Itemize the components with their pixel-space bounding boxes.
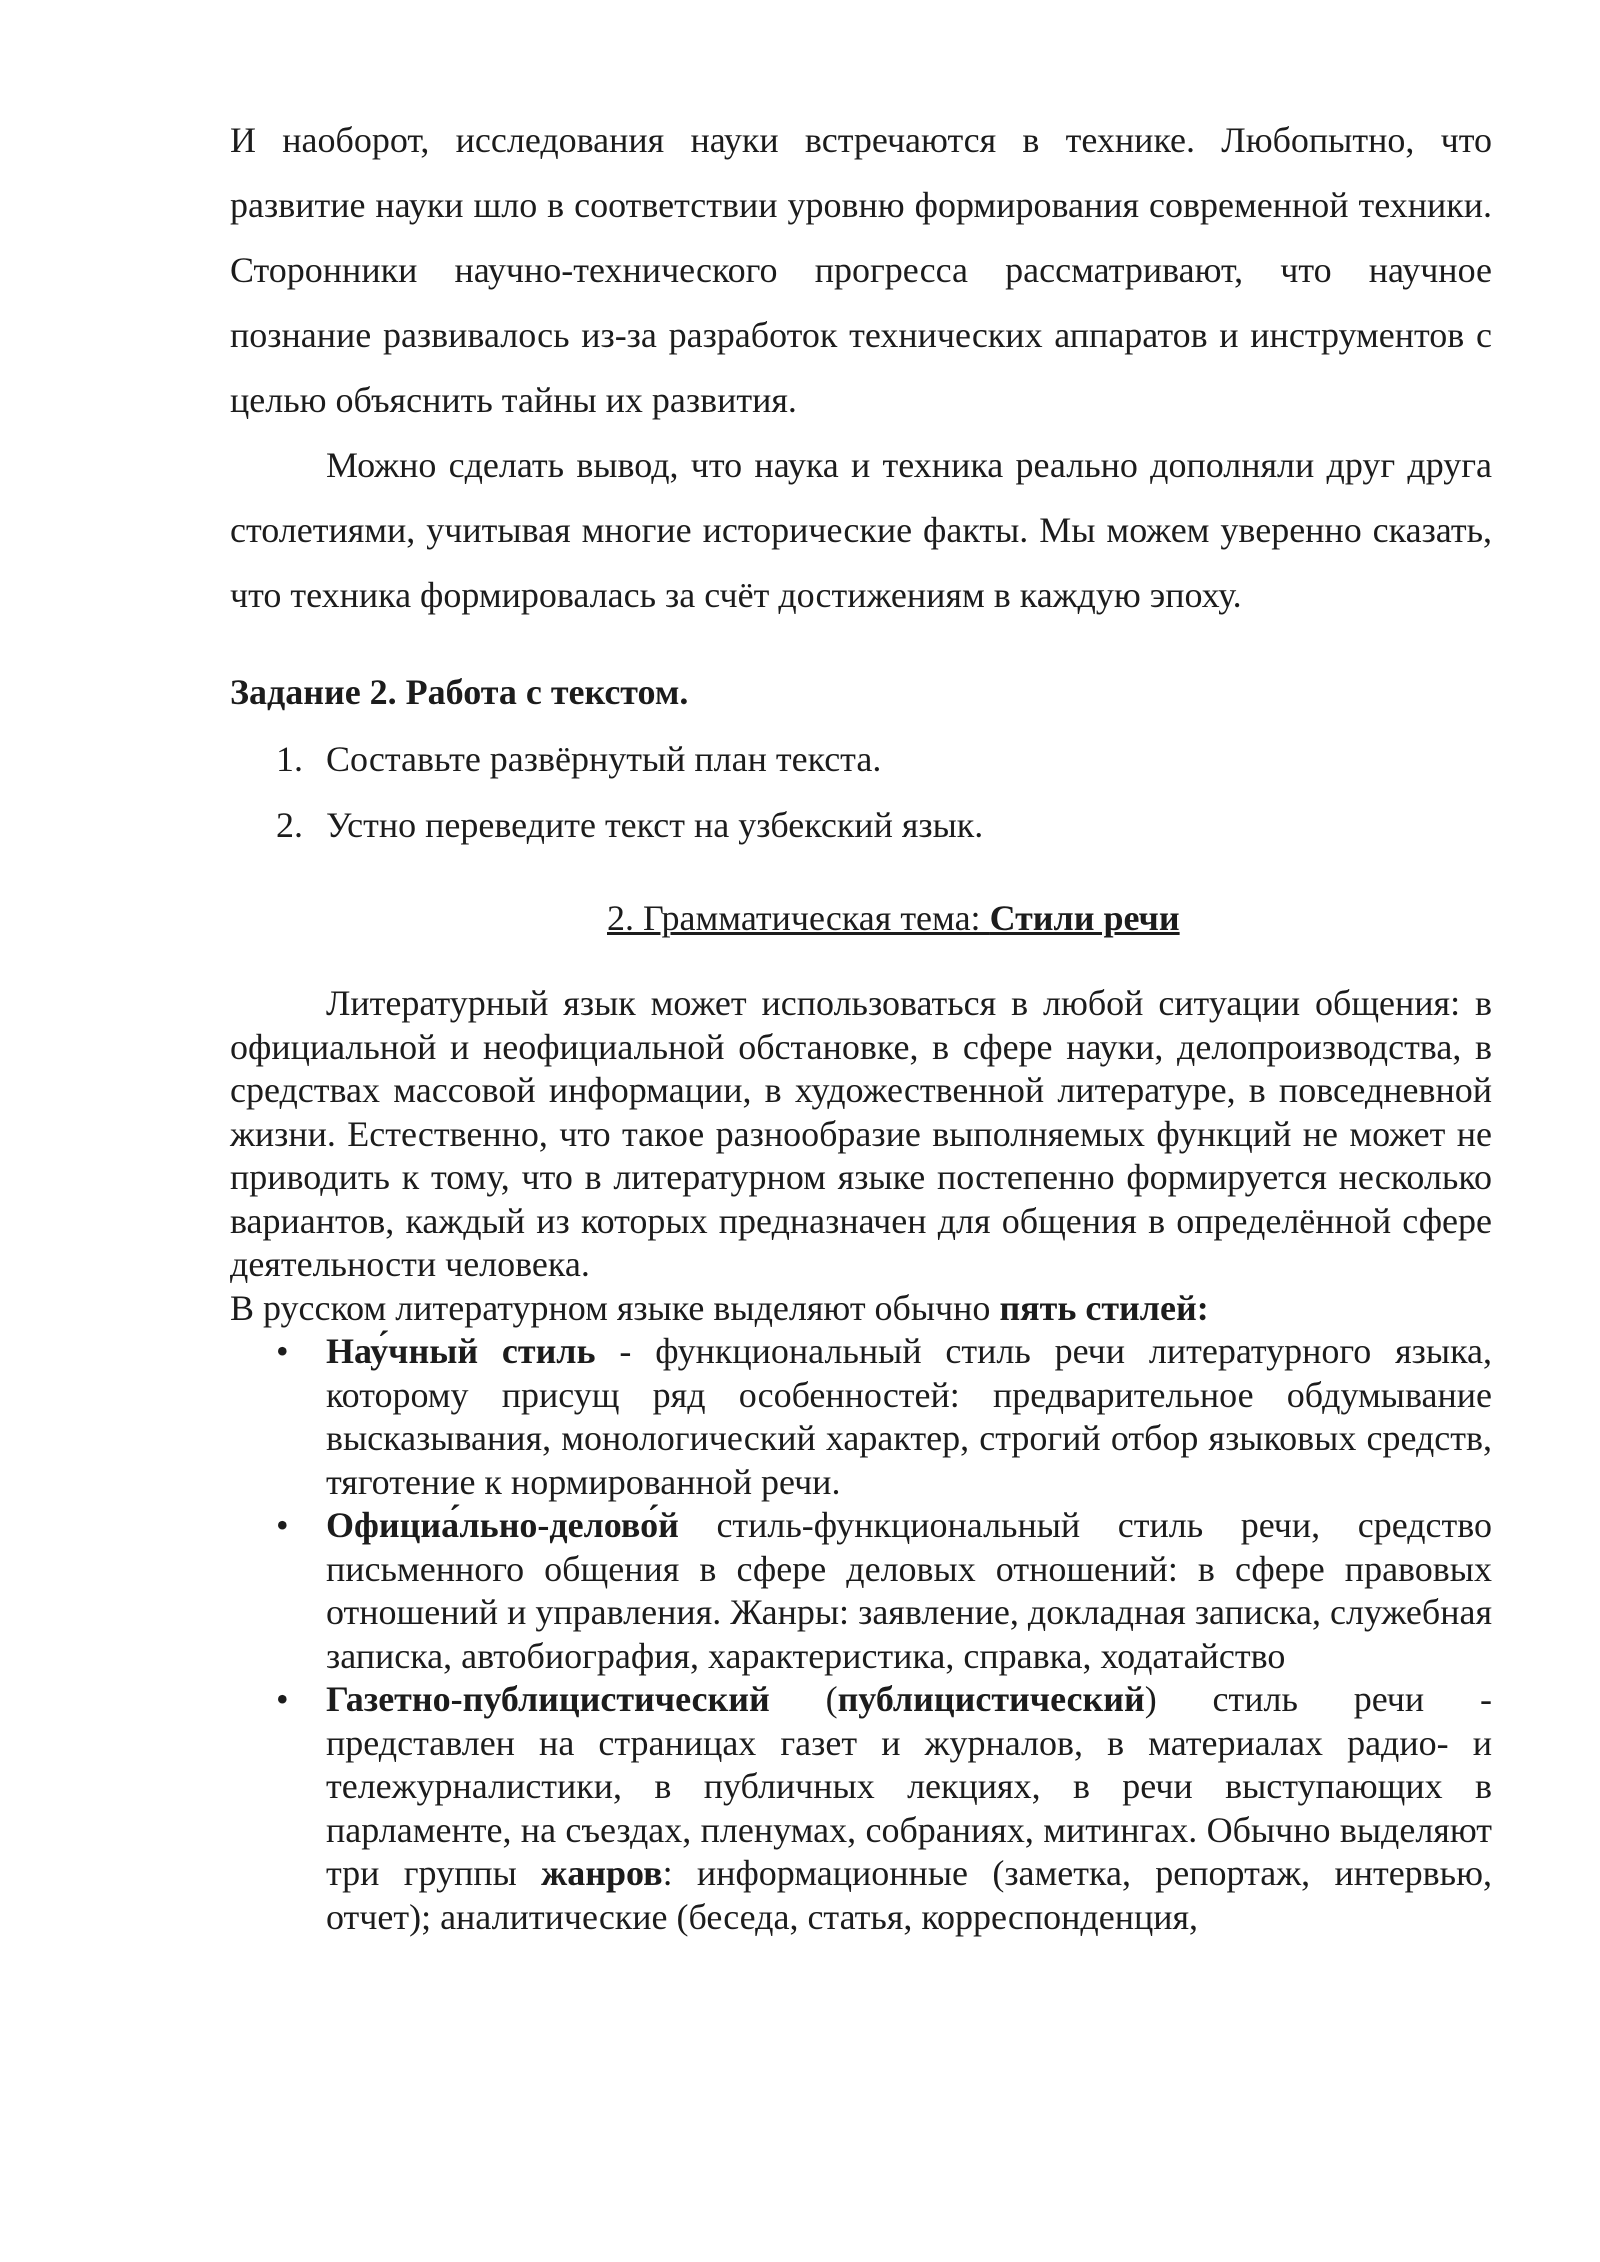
- style-description: ) стиль речи - представлен на страницах газет и журналов, в материалах радио- и тележурналистики, в публичных лекциях, в речи выступающих в парламенте, на съездах, пленумах, собраниях, митингах. Обычно выделяют три группы: [326, 1679, 1492, 1893]
- list-item-text: Устно переведите текст на узбекский язык.: [326, 805, 984, 845]
- paragraph-five-styles: [230, 1287, 1492, 1331]
- genres-term: жанров: [541, 1853, 663, 1893]
- list-item: [230, 726, 1492, 792]
- styles-list: [230, 1330, 1492, 1939]
- task-heading: Задание 2. Работа с текстом.: [230, 672, 689, 712]
- document-page: [230, 108, 1492, 1939]
- five-styles-intro: В русском литературном языке выделяют обычно: [230, 1287, 1000, 1328]
- style-name: Нау́чный стиль: [326, 1331, 596, 1371]
- list-item: [230, 1678, 1492, 1939]
- five-styles-bold: пять стилей:: [999, 1287, 1209, 1328]
- paragraph-science-technique: И наоборот, исследования науки встречаются в технике. Любопытно, что развитие науки шло в соответствии уровню формирования современной техники. Сторонники научно-технического прогресса рассматривают, что научное познание развивалось из-за разработок технических аппаратов и инструментов с целью объяснить тайны их развития.: [230, 120, 1492, 420]
- style-name: Официа́льно-делово́й: [326, 1505, 679, 1545]
- style-description: - функциональный стиль речи литературного языка, которому присущ ряд особенностей: предварительное обдумывание высказывания, монологический характер, строгий отбор языковых средств, тяготение к нормированной речи.: [326, 1331, 1492, 1502]
- style-description: (: [769, 1679, 838, 1719]
- topic-title: [230, 892, 1492, 944]
- bullet-icon: •: [276, 1679, 289, 1719]
- list-number: 1.: [276, 739, 303, 779]
- list-number: 2.: [276, 805, 303, 845]
- list-item: [230, 792, 1492, 858]
- style-description: стиль-функциональный стиль речи, средство письменного общения в сфере деловых отношений: в сфере правовых отношений и управления. Жанры: заявление, докладная записка, служебная записка, автобиография, характеристика, справка, ходатайство: [326, 1505, 1492, 1676]
- list-item-text: Составьте развёрнутый план текста.: [326, 739, 882, 779]
- task-list: [230, 726, 1492, 858]
- list-item: [230, 1504, 1492, 1678]
- topic-prefix: 2. Грамматическая тема:: [607, 898, 990, 938]
- bullet-icon: •: [276, 1331, 289, 1371]
- list-item: [230, 1330, 1492, 1504]
- style-description: : информационные (заметка, репортаж, интервью, отчет); аналитические (беседа, статья, корреспонденция,: [326, 1853, 1492, 1937]
- paragraph-conclusion: Можно сделать вывод, что наука и техника реально дополняли друг друга столетиями, учитывая многие исторические факты. Мы можем уверенно сказать, что техника формировалась за счёт достижениям в каждую эпоху.: [230, 445, 1492, 615]
- topic-bold: Стили речи: [989, 898, 1180, 938]
- paragraph-literary-language: Литературный язык может использоваться в любой ситуации общения: в официальной и неофициальной обстановке, в сфере науки, делопроизводства, в средствах массовой информации, в художественной литературе, в повседневной жизни. Естественно, что такое разнообразие выполняемых функций не может не приводить к тому, что в литературном языке постепенно формируется несколько вариантов, каждый из которых предназначен для общения в определённой сфере деятельности человека.: [230, 983, 1492, 1284]
- style-name: Газетно-публицистический: [326, 1679, 770, 1719]
- bullet-icon: •: [276, 1505, 289, 1545]
- style-name-alt: публицистический: [837, 1679, 1145, 1719]
